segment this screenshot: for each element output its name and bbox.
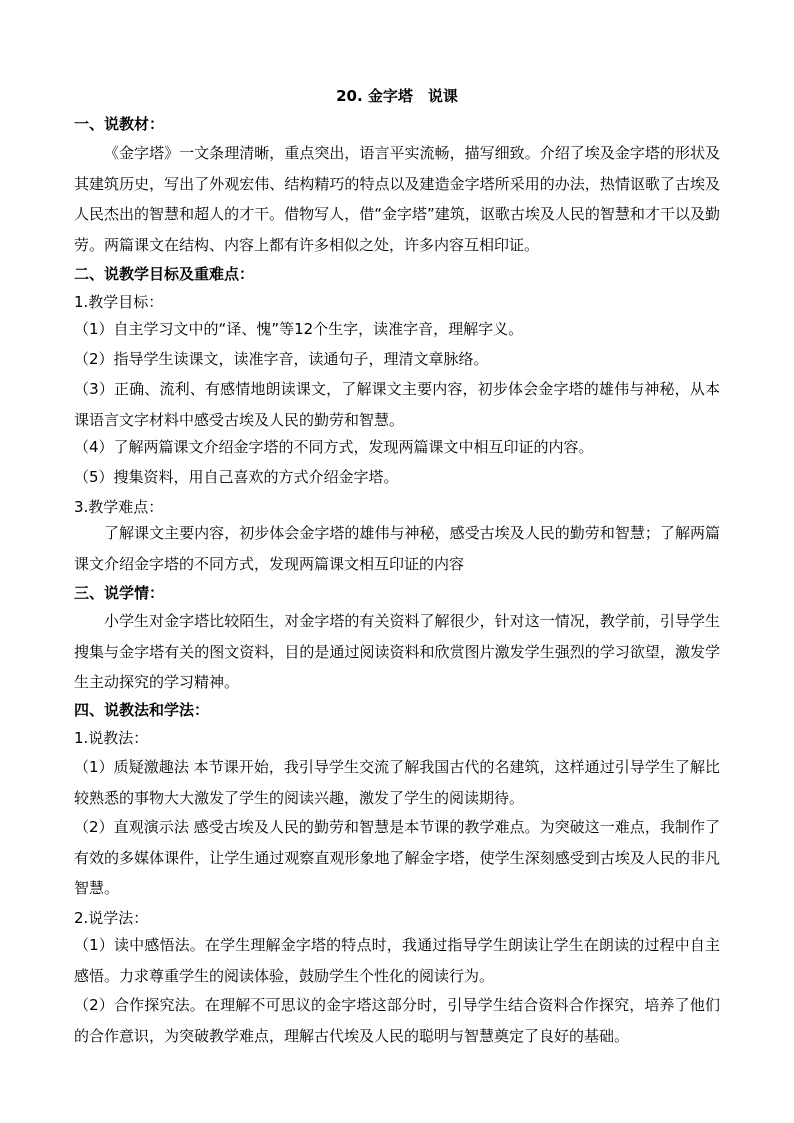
objective-item: （5）搜集资料，用自己喜欢的方式介绍金字塔。 xyxy=(74,468,399,486)
objective-item: （4）了解两篇课文介绍金字塔的不同方式，发现两篇课文中相互印证的内容。 xyxy=(74,438,594,456)
difficulty-paragraph: 了解课文主要内容，初步体会金字塔的雄伟与神秘，感受古埃及人民的勤劳和智慧；了解两篇课文介绍金字塔的不同方式，发现两篇课文相互印证的内容 xyxy=(74,524,720,573)
section-heading-students: 三、说学情： xyxy=(74,584,165,602)
page-title: 20. 金字塔 说课 xyxy=(336,87,458,105)
section-heading-materials: 一、说教材： xyxy=(74,115,165,133)
teaching-method-item: （1）质疑激趣法 本节课开始，我引导学生交流了解我国古代的名建筑，这样通过引导学生了解比较熟悉的事物大大激发了学生的阅读兴趣，激发了学生的阅读期待。 xyxy=(74,758,720,807)
section-heading-objectives: 二、说教学目标及重难点： xyxy=(74,265,255,283)
subheading-learning-methods: 2.说学法： xyxy=(74,909,149,927)
objective-item: （3）正确、流利、有感情地朗读课文，了解课文主要内容，初步体会金字塔的雄伟与神秘，从本课语言文字材料中感受古埃及人民的勤劳和智慧。 xyxy=(74,380,720,429)
objective-item: （1）自主学习文中的“译、愧”等12个生字，读准字音，理解字义。 xyxy=(74,320,524,338)
objective-item: （2）指导学生读课文，读准字音，读通句子，理清文章脉络。 xyxy=(74,350,489,368)
subheading-teaching-methods: 1.说教法： xyxy=(74,729,149,747)
subheading-objectives: 1.教学目标： xyxy=(74,293,164,311)
materials-paragraph: 《金字塔》一文条理清晰，重点突出，语言平实流畅，描写细致。介绍了埃及金字塔的形状及其建筑历史，写出了外观宏伟、结构精巧的特点以及建造金字塔所采用的办法，热情讴歌了古埃及人民杰出的智慧和超人的才干。借物写人，借“金字塔”建筑，讴歌古埃及人民的智慧和才干以及勤劳。两篇课文在结构、内容上都有许多相似之处，许多内容互相印证。 xyxy=(74,144,720,254)
subheading-difficulty: 3.教学难点： xyxy=(74,498,164,516)
teaching-method-item: （2）直观演示法 感受古埃及人民的勤劳和智慧是本节课的教学难点。为突破这一难点，我制作了有效的多媒体课件，让学生通过观察直观形象地了解金字塔，使学生深刻感受到古埃及人民的非凡智慧。 xyxy=(74,818,720,897)
learning-method-item: （2）合作探究法。在理解不可思议的金字塔这部分时，引导学生结合资料合作探究，培养了他们的合作意识，为突破教学难点，理解古代埃及人民的聪明与智慧奠定了良好的基础。 xyxy=(74,996,720,1045)
learning-method-item: （1）读中感悟法。在学生理解金字塔的特点时，我通过指导学生朗读让学生在朗读的过程中自主感悟。力求尊重学生的阅读体验，鼓励学生个性化的阅读行为。 xyxy=(74,936,720,985)
section-heading-methods: 四、说教法和学法： xyxy=(74,701,210,719)
students-paragraph: 小学生对金字塔比较陌生，对金字塔的有关资料了解很少，针对这一情况，教学前，引导学生搜集与金字塔有关的图文资料，目的是通过阅读资料和欣赏图片激发学生强烈的学习欲望，激发学生主动探究的学习精神。 xyxy=(74,612,720,691)
